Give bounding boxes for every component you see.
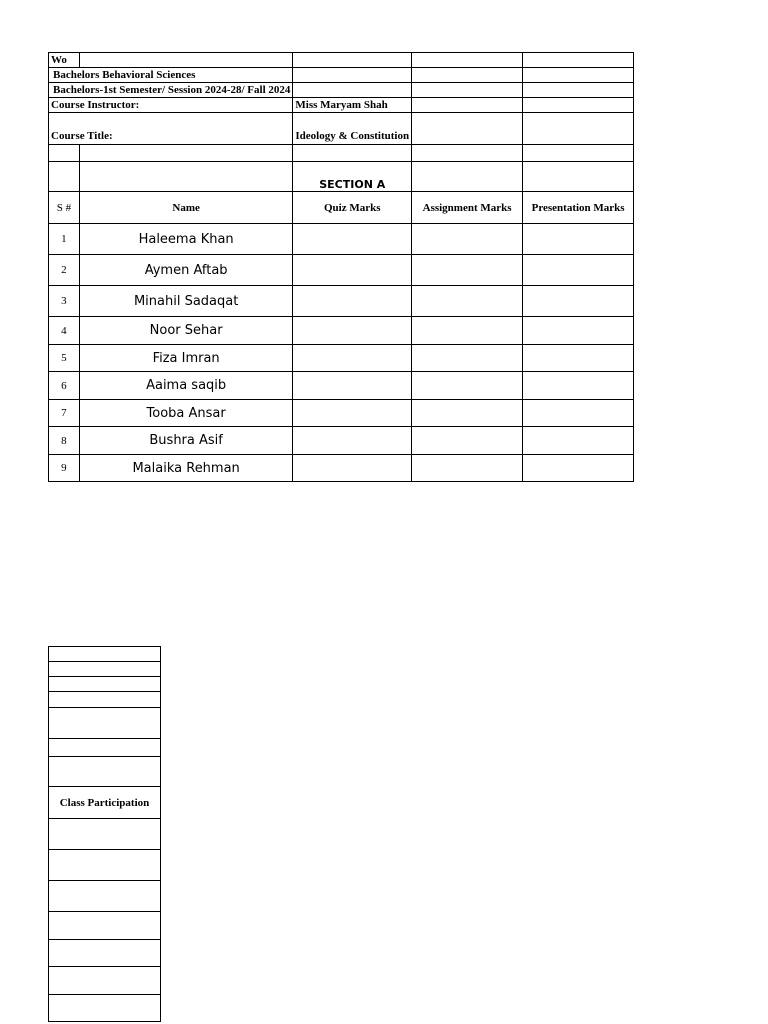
cp-header-row [49, 787, 161, 819]
quiz-marks-cell[interactable] [293, 224, 412, 255]
marks-sheet-table [48, 52, 634, 482]
course-title-label: Course Title: [49, 113, 293, 145]
cp-cell[interactable] [49, 850, 161, 881]
assignment-marks-cell[interactable] [412, 317, 523, 345]
semester-session: Bachelors-1st Semester/ Session 2024-28/ Fall 2024 [49, 83, 293, 98]
assignment-marks-cell[interactable] [412, 286, 523, 317]
assignment-marks-cell[interactable] [412, 255, 523, 286]
header-row-title [49, 113, 634, 145]
cp-cell[interactable] [49, 967, 161, 995]
col-presentation-marks: Presentation Marks [523, 192, 634, 224]
quiz-marks-cell[interactable] [293, 255, 412, 286]
quiz-marks-cell[interactable] [293, 427, 412, 455]
assignment-marks-cell[interactable] [412, 400, 523, 427]
cp-cell[interactable] [49, 757, 161, 787]
table-row [49, 224, 634, 255]
cp-cell[interactable] [49, 647, 161, 662]
header-row-program [49, 68, 634, 83]
serial-number: 2 [49, 255, 80, 286]
student-name: Tooba Ansar [79, 400, 293, 427]
presentation-marks-cell[interactable] [523, 455, 634, 482]
section-title: SECTION A [293, 162, 412, 192]
cp-row [49, 692, 161, 708]
cp-row [49, 662, 161, 677]
cp-cell[interactable] [49, 995, 161, 1022]
cp-row [49, 708, 161, 739]
class-participation-table [48, 646, 161, 1022]
student-name: Noor Sehar [79, 317, 293, 345]
table-row [49, 317, 634, 345]
col-assignment-marks: Assignment Marks [412, 192, 523, 224]
student-name: Aaima saqib [79, 372, 293, 400]
blank-row [49, 145, 634, 162]
assignment-marks-cell[interactable] [412, 224, 523, 255]
presentation-marks-cell[interactable] [523, 372, 634, 400]
quiz-marks-cell[interactable] [293, 286, 412, 317]
cp-cell[interactable] [49, 940, 161, 967]
instructor-name: Miss Maryam Shah [293, 98, 412, 113]
serial-number: 4 [49, 317, 80, 345]
course-title: Ideology & Constitution [293, 113, 412, 145]
cp-cell[interactable] [49, 881, 161, 912]
assignment-marks-cell[interactable] [412, 427, 523, 455]
col-quiz-marks: Quiz Marks [293, 192, 412, 224]
presentation-marks-cell[interactable] [523, 427, 634, 455]
quiz-marks-cell[interactable] [293, 400, 412, 427]
instructor-label: Course Instructor: [49, 98, 293, 113]
cp-row [49, 677, 161, 692]
col-name: Name [79, 192, 293, 224]
serial-number: 5 [49, 345, 80, 372]
cp-cell[interactable] [49, 692, 161, 708]
presentation-marks-cell[interactable] [523, 224, 634, 255]
assignment-marks-cell[interactable] [412, 345, 523, 372]
cp-cell[interactable] [49, 677, 161, 692]
cp-cell[interactable] [49, 708, 161, 739]
student-name: Minahil Sadaqat [79, 286, 293, 317]
presentation-marks-cell[interactable] [523, 255, 634, 286]
assignment-marks-cell[interactable] [412, 455, 523, 482]
table-row [49, 427, 634, 455]
serial-number: 3 [49, 286, 80, 317]
cp-row [49, 881, 161, 912]
student-name: Fiza Imran [79, 345, 293, 372]
header-row-instructor [49, 98, 634, 113]
cp-row [49, 912, 161, 940]
column-header-row [49, 192, 634, 224]
cp-row [49, 995, 161, 1022]
presentation-marks-cell[interactable] [523, 400, 634, 427]
table-row [49, 455, 634, 482]
quiz-marks-cell[interactable] [293, 455, 412, 482]
cp-row [49, 940, 161, 967]
serial-number: 6 [49, 372, 80, 400]
col-serial: S # [49, 192, 80, 224]
table-row [49, 372, 634, 400]
serial-number: 8 [49, 427, 80, 455]
student-name: Malaika Rehman [79, 455, 293, 482]
quiz-marks-cell[interactable] [293, 372, 412, 400]
header-row-semester [49, 83, 634, 98]
table-row [49, 345, 634, 372]
presentation-marks-cell[interactable] [523, 286, 634, 317]
serial-number: 9 [49, 455, 80, 482]
cp-cell[interactable] [49, 819, 161, 850]
cp-row [49, 757, 161, 787]
serial-number: 1 [49, 224, 80, 255]
cp-row [49, 850, 161, 881]
table-row [49, 286, 634, 317]
table-row [49, 255, 634, 286]
quiz-marks-cell[interactable] [293, 345, 412, 372]
serial-number: 7 [49, 400, 80, 427]
program-name: Bachelors Behavioral Sciences [49, 68, 293, 83]
table-row [49, 400, 634, 427]
header-wo: Wo [49, 53, 80, 68]
presentation-marks-cell[interactable] [523, 317, 634, 345]
cp-cell[interactable] [49, 739, 161, 757]
cp-row [49, 819, 161, 850]
section-row [49, 162, 634, 192]
header-row-1 [49, 53, 634, 68]
cp-row [49, 647, 161, 662]
cp-cell[interactable] [49, 912, 161, 940]
student-name: Haleema Khan [79, 224, 293, 255]
cp-cell[interactable] [49, 662, 161, 677]
cp-row [49, 739, 161, 757]
assignment-marks-cell[interactable] [412, 372, 523, 400]
student-name: Bushra Asif [79, 427, 293, 455]
class-participation-header: Class Participation [49, 787, 161, 819]
cp-row [49, 967, 161, 995]
quiz-marks-cell[interactable] [293, 317, 412, 345]
presentation-marks-cell[interactable] [523, 345, 634, 372]
student-name: Aymen Aftab [79, 255, 293, 286]
